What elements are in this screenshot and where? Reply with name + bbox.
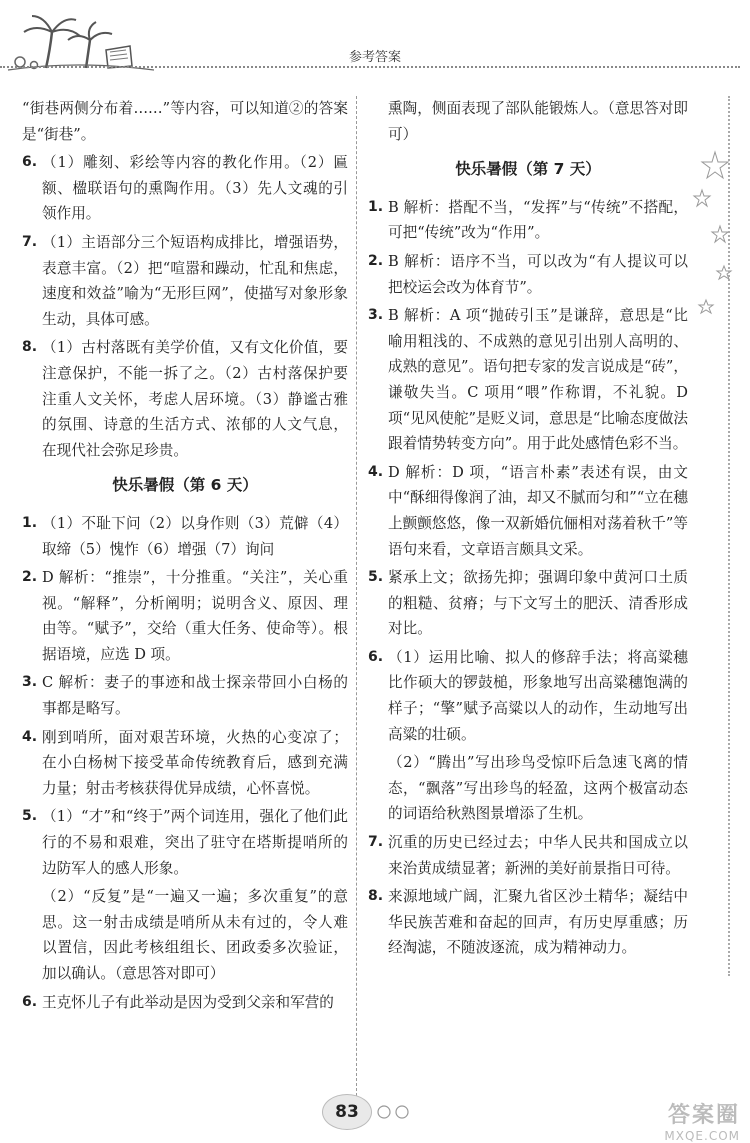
answer-item: [22, 230, 348, 332]
answer-item: [22, 670, 348, 721]
answer-item: [368, 565, 688, 642]
answer-item: [22, 990, 348, 1016]
item-number: 6.: [368, 648, 384, 665]
answer-item: [22, 511, 348, 562]
item-text: 沉重的历史已经过去；中华人民共和国成立以来治黄成绩显著；新洲的美好前景指日可待。: [388, 834, 688, 877]
item-text: 熏陶，侧面表现了部队能锻炼人。（意思答对即可）: [388, 100, 688, 143]
item-text: （2）“腾出”写出珍鸟受惊吓后急速飞离的情态，“飘落”写出珍鸟的轻盈，这两个极富动态的词语给秋熟图景增添了生机。: [388, 754, 688, 823]
item-number: 8.: [22, 339, 38, 356]
answer-item: [368, 830, 688, 881]
item-number: 7.: [22, 233, 38, 250]
item-text: B 解析：A 项“抛砖引玉”是谦辞，意思是“比喻用粗浅的、不成熟的意见引出别人高明的、成熟的意见”。语句把专家的发言说成是“砖”，谦敬失当。C 项用“喂”作称谓，不礼貌。D 项“见风使舵”是贬义词，意思是“比喻态度做法跟着情势转变方向”。用于此处感情色彩不当。: [388, 307, 688, 453]
header-title: 参考答案: [348, 50, 401, 65]
answer-item: [22, 804, 348, 881]
page-header: [0, 0, 750, 80]
watermark: [580, 1098, 740, 1143]
item-text: （1）雕刻、彩绘等内容的教化作用。（2）匾额、楹联语句的熏陶作用。（3）先人文魂的引领作用。: [42, 154, 348, 223]
answer-item: [22, 150, 348, 227]
item-number: 2.: [368, 252, 384, 269]
item-number: 4.: [22, 728, 38, 745]
item-text: （1）运用比喻、拟人的修辞手法；将高粱穗比作硕大的锣鼓槌，形象地写出高粱穗饱满的样子；“擎”赋予高粱以人的动作，生动地写出高粱的壮硕。: [388, 648, 688, 743]
answer-item-continuation: [368, 96, 688, 147]
section-title-day6: 快乐暑假（第 6 天）: [112, 476, 258, 495]
answer-item: [368, 884, 688, 961]
item-text: 王克怀儿子有此举动是因为受到父亲和军营的: [42, 993, 334, 1011]
item-number: 3.: [368, 307, 384, 324]
item-text: D 解析：D 项，“语言朴素”表述有误，由文中“酥细得像润了油，却又不腻而匀和”“立在穗上颤颤悠悠，像一双新婚伉俪相对荡着秋千”等语句来看，文章语言颇具文采。: [388, 463, 688, 558]
answer-item-continuation: [22, 884, 348, 986]
item-text: （1）“才”和“终于”两个词连用，强化了他们此行的不易和艰难，突出了驻守在塔斯提哨所的边防军人的感人形象。: [42, 808, 348, 877]
right-margin-dotted-rule: [728, 96, 730, 976]
item-number: 2.: [22, 569, 38, 586]
item-text: D 解析：“推崇”，十分推重。“关注”，关心重视。“解释”，分析阐明；说明含义、原因、理由等。“赋予”，交给（重大任务、使命等）。根据语境，应选 D 项。: [42, 569, 348, 663]
item-text: C 解析：妻子的事迹和战士探亲带回小白杨的事都是略写。: [42, 674, 348, 718]
answer-item: [368, 645, 688, 747]
item-text: B 解析：语序不当，可以改为“有人提议可以把校运会改为体育节”。: [388, 252, 688, 296]
answer-item: [22, 335, 348, 463]
item-text: 紧承上文；欲扬先抑；强调印象中黄河口土质的粗糙、贫瘠；与下文写土的肥沃、清香形成对比。: [388, 569, 688, 638]
item-text: 刚到哨所，面对艰苦环境，火热的心变凉了；在小白杨树下接受革命传统教育后，感到充满力量；射击考核获得优异成绩，心怀喜悦。: [42, 728, 348, 797]
header-dotted-rule: [0, 66, 740, 68]
answer-item: [368, 249, 688, 300]
right-column: [368, 96, 688, 964]
item-number: 8.: [368, 888, 384, 905]
section-title-day7: 快乐暑假（第 7 天）: [455, 160, 601, 179]
item-text: 来源地域广阔，汇聚九省区沙土精华；凝结中华民族苦难和奋起的回声，有历史厚重感；历经淘滤，不随波逐流，成为精神动力。: [388, 888, 688, 957]
item-number: 1.: [368, 198, 384, 215]
answer-item: [368, 303, 688, 457]
watermark-url: MXQE.COM: [664, 1129, 740, 1143]
page-number-circles-icon: [376, 1104, 416, 1120]
item-text: （2）“反复”是“一遍又一遍；多次重复”的意思。这一射击成绩是哨所从未有过的，令人难以置信，因此考核组组长、团政委多次验证，加以确认。（意思答对即可）: [42, 888, 348, 982]
item-text: B 解析：搭配不当，“发挥”与“传统”不搭配，可把“传统”改为“作用”。: [388, 198, 688, 242]
page-number: 83: [322, 1094, 372, 1130]
item-text: （1）主语部分三个短语构成排比，增强语势，表意丰富。（2）把“喧嚣和躁动，忙乱和焦虑，速度和效益”喻为“无形巨网”，使描写对象形象生动，具体可感。: [42, 233, 348, 328]
answer-item-continuation: [368, 750, 688, 827]
answer-item: [368, 195, 688, 246]
column-divider: [356, 96, 357, 1096]
left-intro: “街巷两侧分布着……”等内容，可以知道②的答案是“街巷”。: [22, 100, 348, 143]
item-number: 4.: [368, 463, 384, 480]
answer-item: [22, 725, 348, 802]
left-column: [22, 96, 348, 1018]
item-number: 1.: [22, 514, 38, 531]
item-number: 6.: [22, 154, 38, 171]
stars-decoration-icon: [690, 150, 740, 330]
item-number: 5.: [22, 808, 38, 825]
answer-item: [368, 460, 688, 562]
item-number: 7.: [368, 834, 384, 851]
item-text: （1）古村落既有美学价值，又有文化价值，要注意保护，不能一拆了之。（2）古村落保护要注重人文关怀，考虑人居环境。（3）静谧古雅的氛围、诗意的生活方式、浓郁的人文气息，在现代社会弥足珍贵。: [42, 339, 348, 459]
watermark-logo-text: 答案圈: [667, 1103, 740, 1128]
item-text: （1）不耻下问（2）以身作则（3）荒僻（4）取缔（5）愧怍（6）增强（7）询问: [42, 514, 348, 558]
answer-item: [22, 565, 348, 667]
item-number: 6.: [22, 993, 38, 1010]
item-number: 3.: [22, 674, 38, 691]
item-number: 5.: [368, 569, 384, 586]
